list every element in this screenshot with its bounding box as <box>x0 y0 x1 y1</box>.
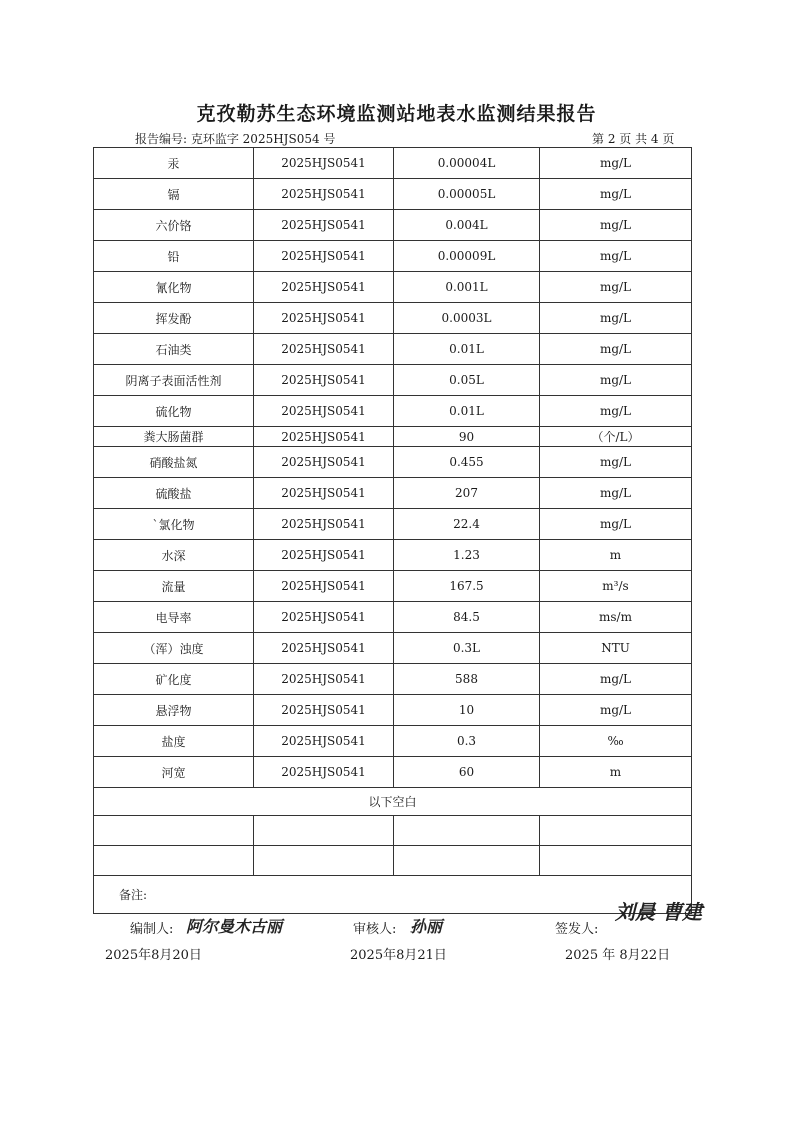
result-value: 588 <box>394 664 540 695</box>
result-value: 0.00005L <box>394 179 540 210</box>
item-name: 石油类 <box>94 334 254 365</box>
item-name: 硫化物 <box>94 396 254 427</box>
table-row <box>94 396 692 427</box>
unit: mg/L <box>540 478 692 509</box>
sample-id: 2025HJS0541 <box>254 210 394 241</box>
empty-cell <box>394 816 540 846</box>
empty-cell <box>540 846 692 876</box>
result-value: 84.5 <box>394 602 540 633</box>
sample-id: 2025HJS0541 <box>254 478 394 509</box>
result-value: 0.05L <box>394 365 540 396</box>
result-value: 167.5 <box>394 571 540 602</box>
table-row <box>94 478 692 509</box>
unit: mg/L <box>540 447 692 478</box>
sample-id: 2025HJS0541 <box>254 241 394 272</box>
item-name: 阴离子表面活性剂 <box>94 365 254 396</box>
editor-signature: 阿尔曼木古丽 <box>186 917 283 936</box>
results-body <box>94 148 692 788</box>
empty-cell <box>254 816 394 846</box>
result-value: 0.001L <box>394 272 540 303</box>
sample-id: 2025HJS0541 <box>254 571 394 602</box>
sample-id: 2025HJS0541 <box>254 396 394 427</box>
sample-id: 2025HJS0541 <box>254 179 394 210</box>
table-row <box>94 334 692 365</box>
sample-id: 2025HJS0541 <box>254 633 394 664</box>
editor-date: 2025年8月20日 <box>105 948 202 963</box>
unit: mg/L <box>540 179 692 210</box>
sample-id: 2025HJS0541 <box>254 726 394 757</box>
report-number: 报告编号: 克环监字 2025HJS054 号 <box>135 132 336 146</box>
table-row <box>94 757 692 788</box>
item-name: 镉 <box>94 179 254 210</box>
result-value: 207 <box>394 478 540 509</box>
result-value: 60 <box>394 757 540 788</box>
unit: mg/L <box>540 334 692 365</box>
result-value: 0.3L <box>394 633 540 664</box>
report-title: 克孜勒苏生态环境监测站地表水监测结果报告 <box>196 103 597 125</box>
unit: ‰ <box>540 726 692 757</box>
issuer-date: 2025 年 8月22日 <box>565 948 671 963</box>
unit: mg/L <box>540 210 692 241</box>
result-value: 0.01L <box>394 396 540 427</box>
table-row <box>94 427 692 447</box>
empty-cell <box>394 846 540 876</box>
table-row <box>94 571 692 602</box>
item-name: 电导率 <box>94 602 254 633</box>
table-row <box>94 695 692 726</box>
result-value: 0.01L <box>394 334 540 365</box>
table-row <box>94 540 692 571</box>
item-name: 汞 <box>94 148 254 179</box>
sample-id: 2025HJS0541 <box>254 757 394 788</box>
table-row <box>94 664 692 695</box>
result-value: 22.4 <box>394 509 540 540</box>
unit: m <box>540 757 692 788</box>
item-name: 矿化度 <box>94 664 254 695</box>
item-name: 六价铬 <box>94 210 254 241</box>
item-name: 硫酸盐 <box>94 478 254 509</box>
sample-id: 2025HJS0541 <box>254 602 394 633</box>
item-name: 流量 <box>94 571 254 602</box>
result-value: 1.23 <box>394 540 540 571</box>
issuer-signature: 刘晨 曹建 <box>615 900 702 924</box>
item-name: （浑）浊度 <box>94 633 254 664</box>
unit: mg/L <box>540 241 692 272</box>
unit: m <box>540 540 692 571</box>
result-value: 0.0003L <box>394 303 540 334</box>
unit: NTU <box>540 633 692 664</box>
empty-row <box>94 816 692 846</box>
result-value: 10 <box>394 695 540 726</box>
sample-id: 2025HJS0541 <box>254 303 394 334</box>
unit: mg/L <box>540 664 692 695</box>
sample-id: 2025HJS0541 <box>254 695 394 726</box>
empty-row <box>94 846 692 876</box>
table-row <box>94 272 692 303</box>
blank-notice-row <box>94 788 692 816</box>
unit: ms/m <box>540 602 692 633</box>
table-row <box>94 509 692 540</box>
unit: （个/L） <box>540 427 692 447</box>
unit: m³/s <box>540 571 692 602</box>
results-tail <box>94 788 692 914</box>
table-row <box>94 148 692 179</box>
sample-id: 2025HJS0541 <box>254 272 394 303</box>
table-row <box>94 303 692 334</box>
item-name: 悬浮物 <box>94 695 254 726</box>
results-table <box>93 147 692 914</box>
issuer-label: 签发人: <box>555 922 599 937</box>
item-name: 氰化物 <box>94 272 254 303</box>
unit: mg/L <box>540 148 692 179</box>
item-name: 粪大肠菌群 <box>94 427 254 447</box>
reviewer-signature: 孙丽 <box>410 917 443 936</box>
item-name: 河宽 <box>94 757 254 788</box>
empty-cell <box>254 846 394 876</box>
unit: mg/L <box>540 272 692 303</box>
sample-id: 2025HJS0541 <box>254 447 394 478</box>
sample-id: 2025HJS0541 <box>254 664 394 695</box>
sample-id: 2025HJS0541 <box>254 427 394 447</box>
blank-notice: 以下空白 <box>94 788 692 816</box>
sample-id: 2025HJS0541 <box>254 148 394 179</box>
table-row <box>94 726 692 757</box>
table-row <box>94 241 692 272</box>
editor-label: 编制人: <box>130 922 174 937</box>
remarks-label: 备注: <box>119 888 148 902</box>
table-row <box>94 365 692 396</box>
sample-id: 2025HJS0541 <box>254 365 394 396</box>
item-name: 铅 <box>94 241 254 272</box>
item-name: 硝酸盐氮 <box>94 447 254 478</box>
remarks-row <box>94 876 692 914</box>
table-row <box>94 633 692 664</box>
empty-cell <box>540 816 692 846</box>
sample-id: 2025HJS0541 <box>254 540 394 571</box>
item-name: 盐度 <box>94 726 254 757</box>
unit: mg/L <box>540 365 692 396</box>
item-name: 挥发酚 <box>94 303 254 334</box>
unit: mg/L <box>540 303 692 334</box>
unit: mg/L <box>540 396 692 427</box>
result-value: 0.3 <box>394 726 540 757</box>
table-row <box>94 210 692 241</box>
table-row <box>94 447 692 478</box>
result-value: 0.455 <box>394 447 540 478</box>
item-name: 水深 <box>94 540 254 571</box>
sample-id: 2025HJS0541 <box>254 509 394 540</box>
result-value: 0.004L <box>394 210 540 241</box>
page-indicator: 第 2 页 共 4 页 <box>592 132 675 146</box>
item-name: `氯化物 <box>94 509 254 540</box>
empty-cell <box>94 846 254 876</box>
result-value: 0.00004L <box>394 148 540 179</box>
unit: mg/L <box>540 695 692 726</box>
sample-id: 2025HJS0541 <box>254 334 394 365</box>
table-row <box>94 179 692 210</box>
empty-cell <box>94 816 254 846</box>
result-value: 90 <box>394 427 540 447</box>
result-value: 0.00009L <box>394 241 540 272</box>
table-row <box>94 602 692 633</box>
reviewer-date: 2025年8月21日 <box>350 948 447 963</box>
unit: mg/L <box>540 509 692 540</box>
reviewer-label: 审核人: <box>353 922 397 937</box>
remarks-cell <box>94 876 692 914</box>
